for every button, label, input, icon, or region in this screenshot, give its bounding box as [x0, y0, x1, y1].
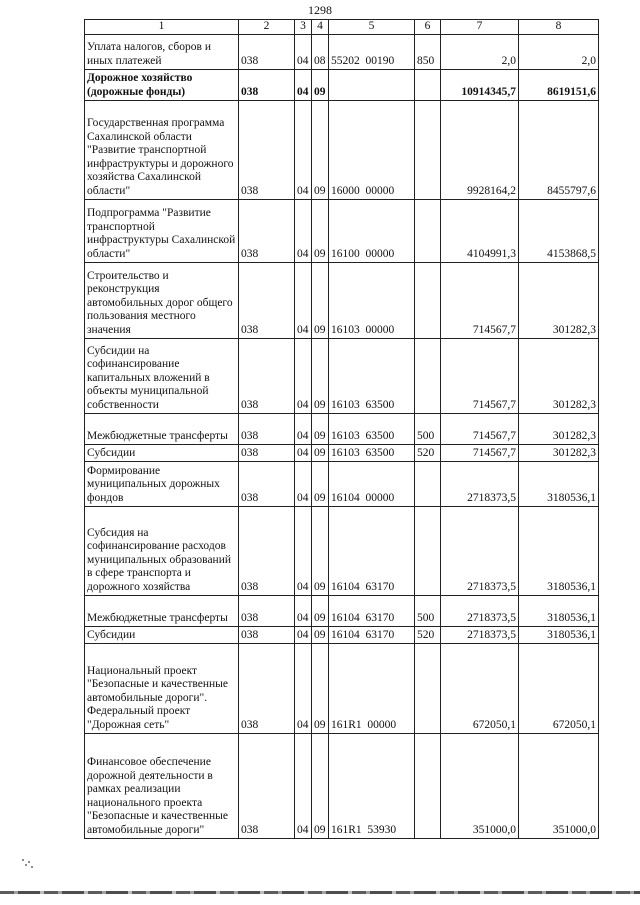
- table-row: [85, 100, 599, 199]
- subsection-code-cell: 09: [312, 444, 329, 461]
- amount-year2-cell: 301282,3: [519, 262, 599, 338]
- amount-year2-cell: 3180536,1: [519, 506, 599, 595]
- amount-year1-cell: 714567,7: [441, 413, 519, 444]
- row-name-cell: Уплата налогов, сборов и иных платежей: [85, 34, 239, 69]
- expense-type-cell: [415, 733, 441, 838]
- amount-year2-cell: 8455797,6: [519, 100, 599, 199]
- section-code-cell: 04: [295, 69, 312, 100]
- table-row: [85, 595, 599, 626]
- target-article-cell: 16104 00000: [329, 461, 415, 506]
- subsection-code-cell: 09: [312, 262, 329, 338]
- row-name-cell: Формирование муниципальных дорожных фондов: [85, 461, 239, 506]
- table-row: [85, 413, 599, 444]
- header-cell: 5: [329, 20, 415, 35]
- subsection-code-cell: 09: [312, 595, 329, 626]
- amount-year1-cell: 10914345,7: [441, 69, 519, 100]
- expense-type-cell: [415, 262, 441, 338]
- amount-year1-cell: 4104991,3: [441, 199, 519, 262]
- section-code-cell: 04: [295, 34, 312, 69]
- amount-year2-cell: 2,0: [519, 34, 599, 69]
- table-row: [85, 69, 599, 100]
- section-code-cell: 04: [295, 100, 312, 199]
- row-name-cell: Финансовое обеспечение дорожной деятельности в рамках реализации национального проекта "Безопасные и качественные автомобильные дороги": [85, 733, 239, 838]
- table-row: [85, 262, 599, 338]
- amount-year1-cell: 714567,7: [441, 444, 519, 461]
- target-article-cell: 16103 63500: [329, 444, 415, 461]
- expense-type-cell: [415, 100, 441, 199]
- section-code-cell: 04: [295, 444, 312, 461]
- row-name-cell: Субсидии: [85, 626, 239, 643]
- row-name-cell: Строительство и реконструкция автомобильных дорог общего пользования местного значения: [85, 262, 239, 338]
- target-article-cell: 16103 00000: [329, 262, 415, 338]
- section-code-cell: 04: [295, 413, 312, 444]
- table-row: [85, 34, 599, 69]
- ministry-code-cell: 038: [239, 626, 295, 643]
- expense-type-cell: [415, 69, 441, 100]
- subsection-code-cell: 09: [312, 506, 329, 595]
- target-article-cell: 16104 63170: [329, 626, 415, 643]
- header-cell: 1: [85, 20, 239, 35]
- expense-type-cell: 520: [415, 626, 441, 643]
- budget-table: [84, 19, 599, 839]
- amount-year1-cell: 714567,7: [441, 262, 519, 338]
- subsection-code-cell: 08: [312, 34, 329, 69]
- ministry-code-cell: 038: [239, 461, 295, 506]
- amount-year2-cell: 8619151,6: [519, 69, 599, 100]
- expense-type-cell: 520: [415, 444, 441, 461]
- header-cell: 2: [239, 20, 295, 35]
- amount-year2-cell: 301282,3: [519, 444, 599, 461]
- ministry-code-cell: 038: [239, 100, 295, 199]
- section-code-cell: 04: [295, 461, 312, 506]
- subsection-code-cell: 09: [312, 199, 329, 262]
- target-article-cell: 55202 00190: [329, 34, 415, 69]
- section-code-cell: 04: [295, 338, 312, 413]
- target-article-cell: 16103 63500: [329, 338, 415, 413]
- target-article-cell: 16104 63170: [329, 506, 415, 595]
- ministry-code-cell: 038: [239, 262, 295, 338]
- target-article-cell: 16100 00000: [329, 199, 415, 262]
- target-article-cell: 161R1 00000: [329, 643, 415, 733]
- ministry-code-cell: 038: [239, 34, 295, 69]
- expense-type-cell: [415, 338, 441, 413]
- header-cell: 7: [441, 20, 519, 35]
- subsection-code-cell: 09: [312, 643, 329, 733]
- amount-year2-cell: 3180536,1: [519, 461, 599, 506]
- ministry-code-cell: 038: [239, 506, 295, 595]
- section-code-cell: 04: [295, 643, 312, 733]
- header-row: [85, 20, 599, 35]
- expense-type-cell: 500: [415, 413, 441, 444]
- scan-bottom-edge: [0, 891, 640, 894]
- amount-year2-cell: 351000,0: [519, 733, 599, 838]
- row-name-cell: Национальный проект "Безопасные и качественные автомобильные дороги". Федеральный проект "Дорожная сеть": [85, 643, 239, 733]
- table-row: [85, 733, 599, 838]
- row-name-cell: Межбюджетные трансферты: [85, 413, 239, 444]
- expense-type-cell: 850: [415, 34, 441, 69]
- amount-year2-cell: 672050,1: [519, 643, 599, 733]
- amount-year1-cell: 2718373,5: [441, 506, 519, 595]
- amount-year1-cell: 9928164,2: [441, 100, 519, 199]
- ministry-code-cell: 038: [239, 338, 295, 413]
- row-name-cell: Государственная программа Сахалинской области "Развитие транспортной инфраструктуры и дорожного хозяйства Сахалинской области": [85, 100, 239, 199]
- section-code-cell: 04: [295, 733, 312, 838]
- table-row: [85, 338, 599, 413]
- expense-type-cell: [415, 506, 441, 595]
- row-name-cell: Субсидии на софинансирование капитальных вложений в объекты муниципальной собственности: [85, 338, 239, 413]
- row-name-cell: Субсидии: [85, 444, 239, 461]
- ministry-code-cell: 038: [239, 199, 295, 262]
- row-name-cell: Дорожное хозяйство (дорожные фонды): [85, 69, 239, 100]
- subsection-code-cell: 09: [312, 338, 329, 413]
- amount-year1-cell: 2718373,5: [441, 595, 519, 626]
- table-row: [85, 643, 599, 733]
- subsection-code-cell: 09: [312, 461, 329, 506]
- expense-type-cell: [415, 461, 441, 506]
- table-row: [85, 461, 599, 506]
- target-article-cell: [329, 69, 415, 100]
- ministry-code-cell: 038: [239, 733, 295, 838]
- table-row: [85, 506, 599, 595]
- row-name-cell: Субсидия на софинансирование расходов муниципальных образований в сфере транспорта и дорожного хозяйства: [85, 506, 239, 595]
- ministry-code-cell: 038: [239, 69, 295, 100]
- table-row: [85, 199, 599, 262]
- amount-year1-cell: 714567,7: [441, 338, 519, 413]
- header-cell: 3: [295, 20, 312, 35]
- header-cell: 4: [312, 20, 329, 35]
- target-article-cell: 16103 63500: [329, 413, 415, 444]
- row-name-cell: Межбюджетные трансферты: [85, 595, 239, 626]
- amount-year1-cell: 2,0: [441, 34, 519, 69]
- expense-type-cell: [415, 643, 441, 733]
- ministry-code-cell: 038: [239, 413, 295, 444]
- table-row: [85, 444, 599, 461]
- scan-specks: [20, 858, 34, 868]
- amount-year2-cell: 301282,3: [519, 338, 599, 413]
- section-code-cell: 04: [295, 626, 312, 643]
- section-code-cell: 04: [295, 506, 312, 595]
- amount-year2-cell: 301282,3: [519, 413, 599, 444]
- subsection-code-cell: 09: [312, 733, 329, 838]
- row-name-cell: Подпрограмма "Развитие транспортной инфраструктуры Сахалинской области": [85, 199, 239, 262]
- target-article-cell: 16104 63170: [329, 595, 415, 626]
- section-code-cell: 04: [295, 262, 312, 338]
- subsection-code-cell: 09: [312, 100, 329, 199]
- amount-year1-cell: 351000,0: [441, 733, 519, 838]
- expense-type-cell: 500: [415, 595, 441, 626]
- ministry-code-cell: 038: [239, 444, 295, 461]
- section-code-cell: 04: [295, 199, 312, 262]
- header-cell: 6: [415, 20, 441, 35]
- subsection-code-cell: 09: [312, 69, 329, 100]
- ministry-code-cell: 038: [239, 595, 295, 626]
- expense-type-cell: [415, 199, 441, 262]
- amount-year2-cell: 3180536,1: [519, 595, 599, 626]
- subsection-code-cell: 09: [312, 626, 329, 643]
- section-code-cell: 04: [295, 595, 312, 626]
- budget-table-body: [85, 20, 599, 839]
- subsection-code-cell: 09: [312, 413, 329, 444]
- ministry-code-cell: 038: [239, 643, 295, 733]
- amount-year2-cell: 3180536,1: [519, 626, 599, 643]
- header-cell: 8: [519, 20, 599, 35]
- table-row: [85, 626, 599, 643]
- amount-year1-cell: 2718373,5: [441, 626, 519, 643]
- amount-year2-cell: 4153868,5: [519, 199, 599, 262]
- amount-year1-cell: 2718373,5: [441, 461, 519, 506]
- target-article-cell: 16000 00000: [329, 100, 415, 199]
- target-article-cell: 161R1 53930: [329, 733, 415, 838]
- page-number: 1298: [308, 3, 332, 17]
- amount-year1-cell: 672050,1: [441, 643, 519, 733]
